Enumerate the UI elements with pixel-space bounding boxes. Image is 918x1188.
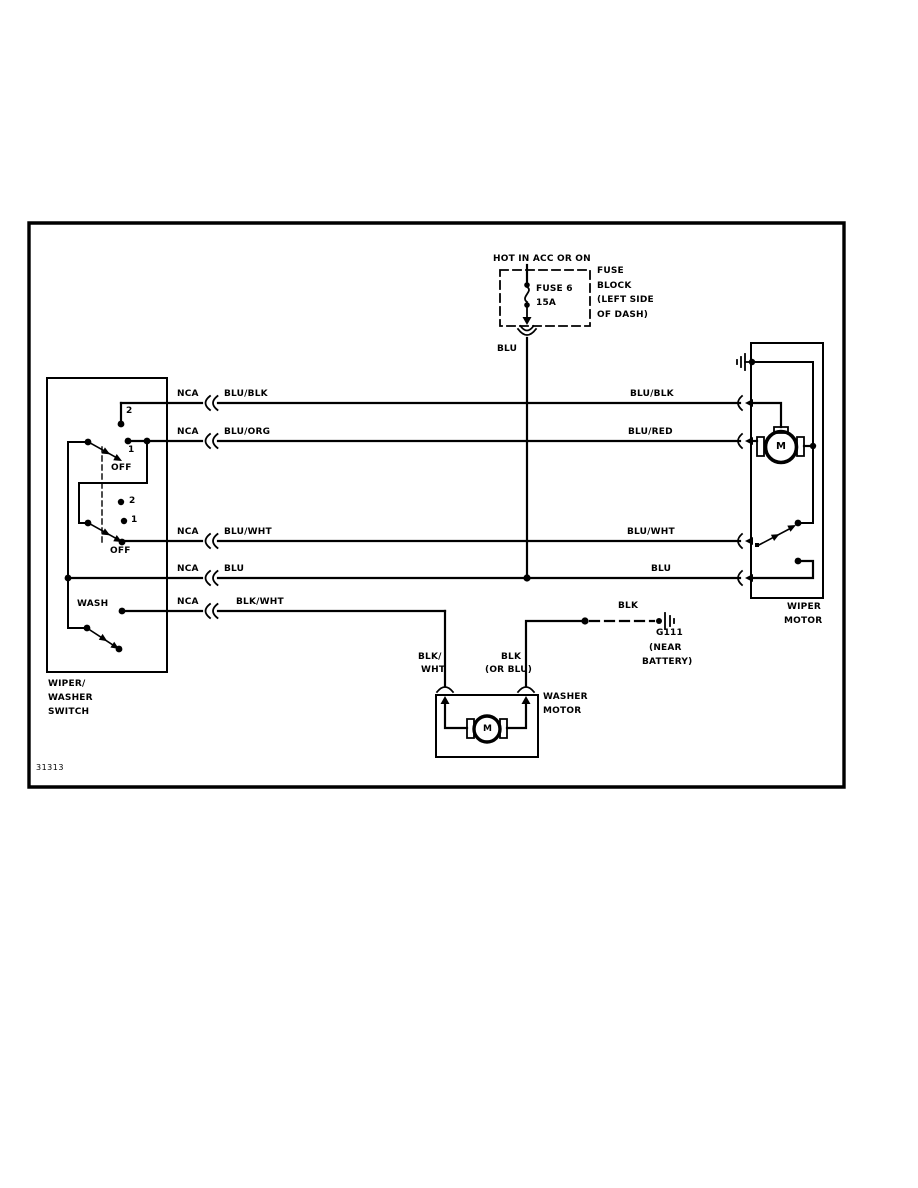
switch-pos-label: 1 bbox=[131, 515, 138, 525]
washer-motor-box bbox=[436, 621, 585, 757]
wire-label-left: BLU/WHT bbox=[224, 527, 272, 537]
nca-label: NCA bbox=[177, 389, 199, 399]
diagram-code: 31313 bbox=[36, 763, 64, 772]
switch-caption-line: WASHER bbox=[48, 693, 93, 703]
connector-icon bbox=[437, 687, 534, 692]
wiper-motor-caption-line: WIPER bbox=[787, 602, 821, 612]
wiper-motor-box bbox=[737, 343, 823, 598]
switch-pos-label: 1 bbox=[128, 445, 135, 455]
nca-label: NCA bbox=[177, 427, 199, 437]
motor-letter: M bbox=[483, 724, 493, 734]
switch-pos-label: WASH bbox=[77, 599, 109, 609]
fuse-icon bbox=[524, 282, 530, 308]
nca-label: NCA bbox=[177, 564, 199, 574]
fuse-name-label: FUSE 6 bbox=[536, 284, 573, 294]
motor-letter: M bbox=[776, 441, 787, 452]
fuse-block-note-line: OF DASH) bbox=[597, 310, 649, 320]
connector-icon bbox=[518, 326, 536, 335]
down-arrow-icon bbox=[523, 317, 532, 325]
nca-label: NCA bbox=[177, 597, 199, 607]
wiper-motor-caption-line: MOTOR bbox=[784, 616, 823, 626]
hot-feed-label: HOT IN ACC OR ON bbox=[493, 254, 591, 264]
fuse-block bbox=[500, 265, 590, 578]
connector-icon bbox=[738, 396, 742, 585]
washer-left-wire-line: WHT bbox=[421, 665, 446, 675]
nca-label: NCA bbox=[177, 527, 199, 537]
ground-icon bbox=[656, 613, 674, 629]
switch-pos-label: OFF bbox=[110, 546, 131, 556]
washer-motor-caption-line: WASHER bbox=[543, 692, 588, 702]
wire-label-right: BLU/WHT bbox=[627, 527, 675, 537]
washer-right-wire-line: (OR BLU) bbox=[485, 665, 533, 675]
fuse-block-note-line: BLOCK bbox=[597, 281, 632, 291]
washer-left-wire-line: BLK/ bbox=[418, 652, 442, 662]
switch-pos-label: 2 bbox=[126, 406, 133, 416]
switch-pos-label: OFF bbox=[111, 463, 132, 473]
ground-wire-label: BLK bbox=[618, 601, 639, 611]
fuse-block-note-line: (LEFT SIDE bbox=[597, 295, 654, 305]
fuse-block-note-line: FUSE bbox=[597, 266, 624, 276]
ground-note-line: (NEAR bbox=[649, 643, 682, 653]
fuse-rating-label: 15A bbox=[536, 298, 557, 308]
park-switch-arm-icon bbox=[755, 525, 796, 547]
wire-label-blu-drop: BLU bbox=[497, 344, 518, 354]
switch-arm-lower-icon bbox=[91, 525, 122, 543]
washer-motor-caption-line: MOTOR bbox=[543, 706, 582, 716]
wire-label-left: BLU/BLK bbox=[224, 389, 268, 399]
wire-label-right: BLU/RED bbox=[628, 427, 673, 437]
junction-dot bbox=[523, 574, 530, 581]
wire-label-right: BLU/BLK bbox=[630, 389, 674, 399]
switch-arm-upper-icon bbox=[91, 444, 122, 462]
washer-right-wire-line: BLK bbox=[501, 652, 522, 662]
wire-row-blk-wht bbox=[122, 604, 445, 686]
switch-pos-label: 2 bbox=[129, 496, 136, 506]
ground-note-line: BATTERY) bbox=[642, 657, 693, 667]
switch-arm-wash-icon bbox=[90, 630, 119, 649]
wire-row-blu bbox=[68, 571, 740, 585]
ground-g111 bbox=[581, 613, 674, 629]
ground-name-label: G111 bbox=[656, 628, 683, 638]
wiper-washer-switch-box bbox=[47, 378, 167, 672]
switch-caption-line: WIPER/ bbox=[48, 679, 86, 689]
wire-label-left: BLK/WHT bbox=[236, 597, 284, 607]
switch-caption-line: SWITCH bbox=[48, 707, 90, 717]
wire-label-left: BLU bbox=[224, 564, 245, 574]
wire-label-right: BLU bbox=[651, 564, 672, 574]
wire-label-left: BLU/ORG bbox=[224, 427, 271, 437]
